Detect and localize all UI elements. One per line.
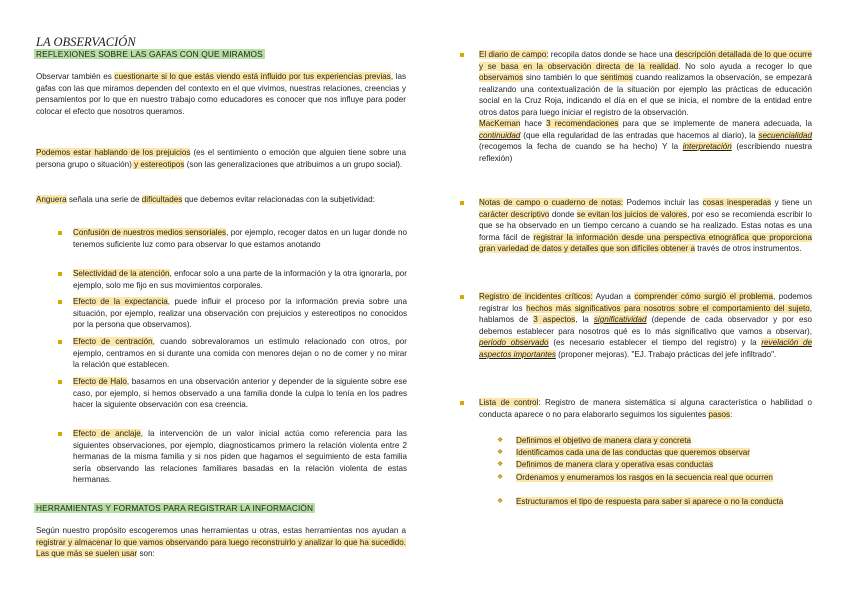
highlighted-text: registrar y almacenar lo que vamos observando para luego reconstruirlo y analizar lo que ha sucedido.: [36, 537, 406, 547]
highlighted-text: sentimos: [600, 73, 633, 82]
text-run: través de otros instrumentos.: [694, 244, 802, 253]
diamond-bullet-icon: ❖: [497, 498, 504, 505]
text-run: (que ella regularidad de las entradas que hacemos al diario), la: [520, 130, 759, 140]
text-run: (escribiendo nuestra reflexión): [479, 142, 812, 163]
text-run: , basarnos en una observación anterior y depender de la siguiente sobre ese caso, por ejemplo, si hemos observado a una familia donde la culpa lo tenía en los padres hacer la siguiente observación con esa creencia.: [73, 377, 408, 409]
bullet-anclaje: [73, 428, 407, 486]
diamond-bullet-icon: ❖: [497, 474, 504, 481]
text-run: Podemos incluir las: [623, 198, 703, 207]
highlighted-text: dificultades: [141, 195, 183, 204]
paragraph-observar: [36, 71, 406, 117]
bullet-selectividad: [73, 268, 407, 291]
text-run: , por ejemplo, recoger datos en un lugar donde no tenemos suficiente luz como para observar lo que estamos anotando: [73, 228, 407, 249]
text-run: , la: [575, 315, 594, 324]
text-run: : Registro de manera sistemática si alguna característica o habilidad o conducta aparece o no para elaborarlo seguimos los siguientes: [479, 398, 812, 419]
highlighted-text: Definimos de manera clara y operativa esas conductas: [516, 460, 714, 469]
text-run: (depende de cada observador y por eso debemos establecer para nosotros qué es lo más significativo que vamos a observar),: [479, 315, 812, 336]
text-run: recopila datos donde se hace una: [548, 50, 675, 59]
highlighted-text: Identificamos cada una de las conductas que queremos observar: [516, 448, 750, 457]
highlighted-text: Ordenamos y enumeramos los rasgos en la secuencia real que ocurren: [516, 473, 773, 482]
highlighted-text: cosas inesperadas: [702, 198, 772, 207]
underlined-term: revelación de aspectos importantes: [479, 338, 813, 359]
highlighted-text: Efecto de anclaje: [73, 429, 141, 438]
text-run: para que se implemente de manera adecuada, la: [618, 119, 812, 128]
text-run: y tiene un: [771, 198, 812, 207]
highlighted-text: El diario de campo:: [479, 50, 549, 59]
highlighted-text: Definimos el objetivo de manera clara y concreta: [516, 436, 691, 445]
bullet-square-icon: [58, 380, 62, 384]
bullet-notas-campo: [479, 197, 812, 255]
highlighted-text: Selectividad de la atención: [73, 269, 170, 278]
highlighted-text: descripción detallada de lo que ocurre y se basa en la observación directa de la realidad: [479, 50, 812, 71]
paragraph-herramientas: [36, 525, 406, 560]
bullet-square-icon: [460, 295, 464, 299]
highlighted-text: 3 aspectos: [533, 315, 576, 324]
step-item: [516, 435, 812, 447]
bullet-square-icon: [58, 300, 62, 304]
text-run: sino también lo que: [523, 73, 601, 82]
text-run: son:: [137, 549, 155, 558]
text-run: (proponer mejoras). "EJ. Trabajo prácticas del jefe infiltrado".: [555, 349, 777, 359]
highlighted-text: comprender cómo surgió el problema: [634, 292, 774, 301]
highlighted-text: Efecto de Halo: [73, 377, 127, 386]
underlined-term: interpretación: [682, 142, 732, 151]
section-heading-reflexiones: REFLEXIONES SOBRE LAS GAFAS CON QUE MIRAMOS: [36, 49, 263, 59]
text-run: hace: [520, 119, 547, 128]
highlighted-text: Notas de campo o cuaderno de notas:: [479, 198, 624, 207]
page-title: LA OBSERVACIÓN: [36, 35, 136, 49]
bullet-square-icon: [460, 201, 464, 205]
paragraph-prejuicios: [36, 147, 406, 170]
highlighted-text: pasos: [708, 409, 731, 419]
bullet-square-icon: [58, 340, 62, 344]
highlighted-text: MacKernan: [479, 119, 521, 128]
text-run: donde: [549, 209, 577, 219]
step-item: [516, 447, 812, 459]
underlined-term: significatividad: [593, 315, 647, 324]
section-heading-herramientas: HERRAMIENTAS Y FORMATOS PARA REGISTRAR LA INFORMACIÓN: [36, 503, 314, 513]
text-run: , cuando sobrevaloramos un estímulo relacionado con otros, por ejemplo, centramos en si durante una comida con menores dejan o no de comer y no mirar la relación que establecen.: [73, 337, 407, 369]
highlighted-text: Estructuramos el tipo de respuesta para saber si aparece o no la conducta: [516, 497, 784, 506]
highlighted-text: registrar la información desde una perspectiva etnográfica que proporciona gran variedad de datos y detalles que son difíciles obtener a: [479, 232, 812, 253]
bullet-square-icon: [58, 432, 62, 436]
text-run: :: [730, 409, 733, 419]
paragraph-anguera: [36, 194, 406, 206]
highlighted-text: Confusión de nuestros medios sensoriales: [73, 228, 227, 237]
text-run: (es necesario establecer el tiempo del registro) y la: [548, 338, 762, 347]
highlighted-text: se evitan los juicios de valores: [576, 209, 688, 219]
bullet-expectancia: [73, 296, 407, 331]
text-run: . No solo ayuda a recoger lo que: [678, 61, 812, 71]
underlined-term: continuidad: [479, 130, 521, 140]
text-run: Observar también es: [36, 72, 115, 81]
highlighted-text: observamos: [479, 73, 524, 82]
text-run: (son las generalizaciones que atribuimos a un grupo social).: [184, 159, 403, 169]
text-run: que debemos evitar relacionadas con la subjetividad:: [182, 195, 375, 204]
bullet-incidentes-criticos: [479, 291, 812, 360]
highlighted-text: hechos más significativos para nosotros sobre el comportamiento del sujeto: [526, 303, 810, 313]
step-item: [516, 472, 812, 484]
bullet-centracion: [73, 336, 407, 371]
step-item: [516, 496, 812, 508]
underlined-term: secuencialidad: [758, 130, 812, 140]
bullet-halo: [73, 376, 407, 411]
bullet-square-icon: [58, 231, 62, 235]
text-run: , por eso se recomienda escribir lo que se ha observado en un tiempo cercano a cuando se ha realizado. Estas notas es una forma fácil de: [479, 209, 812, 242]
highlighted-text: Podemos estar hablando de los prejuicios: [36, 148, 191, 157]
highlighted-text: Efecto de la expectancia: [73, 297, 168, 306]
text-run: (recogemos la fecha de cuando se ha hecho) Y la: [479, 142, 683, 151]
highlighted-text: cuestionarte si lo que estás viendo está influido por tus experiencias previas: [114, 72, 391, 81]
step-item: [516, 459, 812, 471]
text-run: señala una serie de: [66, 195, 142, 204]
text-run: , podemos registrar los: [479, 292, 813, 313]
text-run: cuando realizamos la observación, se empezará realizando una contextualización de la situación por ejemplo las prácticas de educación social en la Cruz Roja, indicando el día en el que se inicia, el nombre de la entidad entre otros datos para luego iniciar el registro de la observación.: [479, 73, 812, 117]
bullet-square-icon: [460, 401, 464, 405]
highlighted-text: Las que más se suelen usar: [36, 549, 138, 558]
text-run: , hablamos de: [479, 303, 813, 324]
underlined-term: periodo observado: [479, 338, 549, 347]
text-run: (es el sentimiento o emoción que alguien tiene sobre una persona grupo o situación): [36, 148, 406, 169]
highlighted-text: carácter descriptivo: [479, 209, 550, 219]
highlighted-text: Efecto de centración: [73, 337, 153, 346]
bullet-confusion: [73, 227, 407, 250]
bullet-square-icon: [460, 53, 464, 57]
highlighted-text: 3 recomendaciones: [546, 119, 619, 128]
diamond-bullet-icon: ❖: [497, 449, 504, 456]
diamond-bullet-icon: ❖: [497, 461, 504, 468]
highlighted-text: Lista de control: [479, 398, 539, 407]
highlighted-text: Anguera: [36, 195, 67, 204]
text-run: , puede influir el proceso por la información previa sobre una situación, por ejemplo, realizar una observación con prejuicios y estereotipos no conocidos por la persona que observamos).: [73, 297, 407, 329]
text-run: Ayudan a: [592, 292, 635, 301]
text-run: , enfocar solo a una parte de la información y la otra ignorarla, por ejemplo, solo me fijo en sus movimientos corporales.: [73, 269, 408, 290]
bullet-lista-control: [479, 397, 812, 420]
bullet-diario-campo: [479, 49, 812, 164]
text-run: Según nuestro propósito escogeremos unas herramientas u otras, estas herramientas nos ayudan a: [36, 526, 406, 535]
text-run: , la intervención de un valor inicial actúa como referencia para las siguientes observaciones, por ejemplo, diagnosticamos primero la relación violenta entre 2 hermanas de la misma familia y si nos piden que hagamos el seguimiento de esta familia sería observando las relaciones familiares basadas en la relación violenta de estas hermanas.: [73, 429, 407, 484]
text-run: , las gafas con las que miramos dependen del contexto en el que vivimos, nuestras relaciones, creencias y pensamientos por lo que en nuestro trabajo como educadores es conocer que nos influye para poder colocar el efecto que nosotros queramos.: [36, 72, 406, 116]
bullet-square-icon: [58, 272, 62, 276]
highlighted-text: Registro de incidentes críticos:: [479, 292, 593, 301]
diamond-bullet-icon: ❖: [497, 437, 504, 444]
highlighted-text: y estereotipos: [131, 159, 185, 169]
